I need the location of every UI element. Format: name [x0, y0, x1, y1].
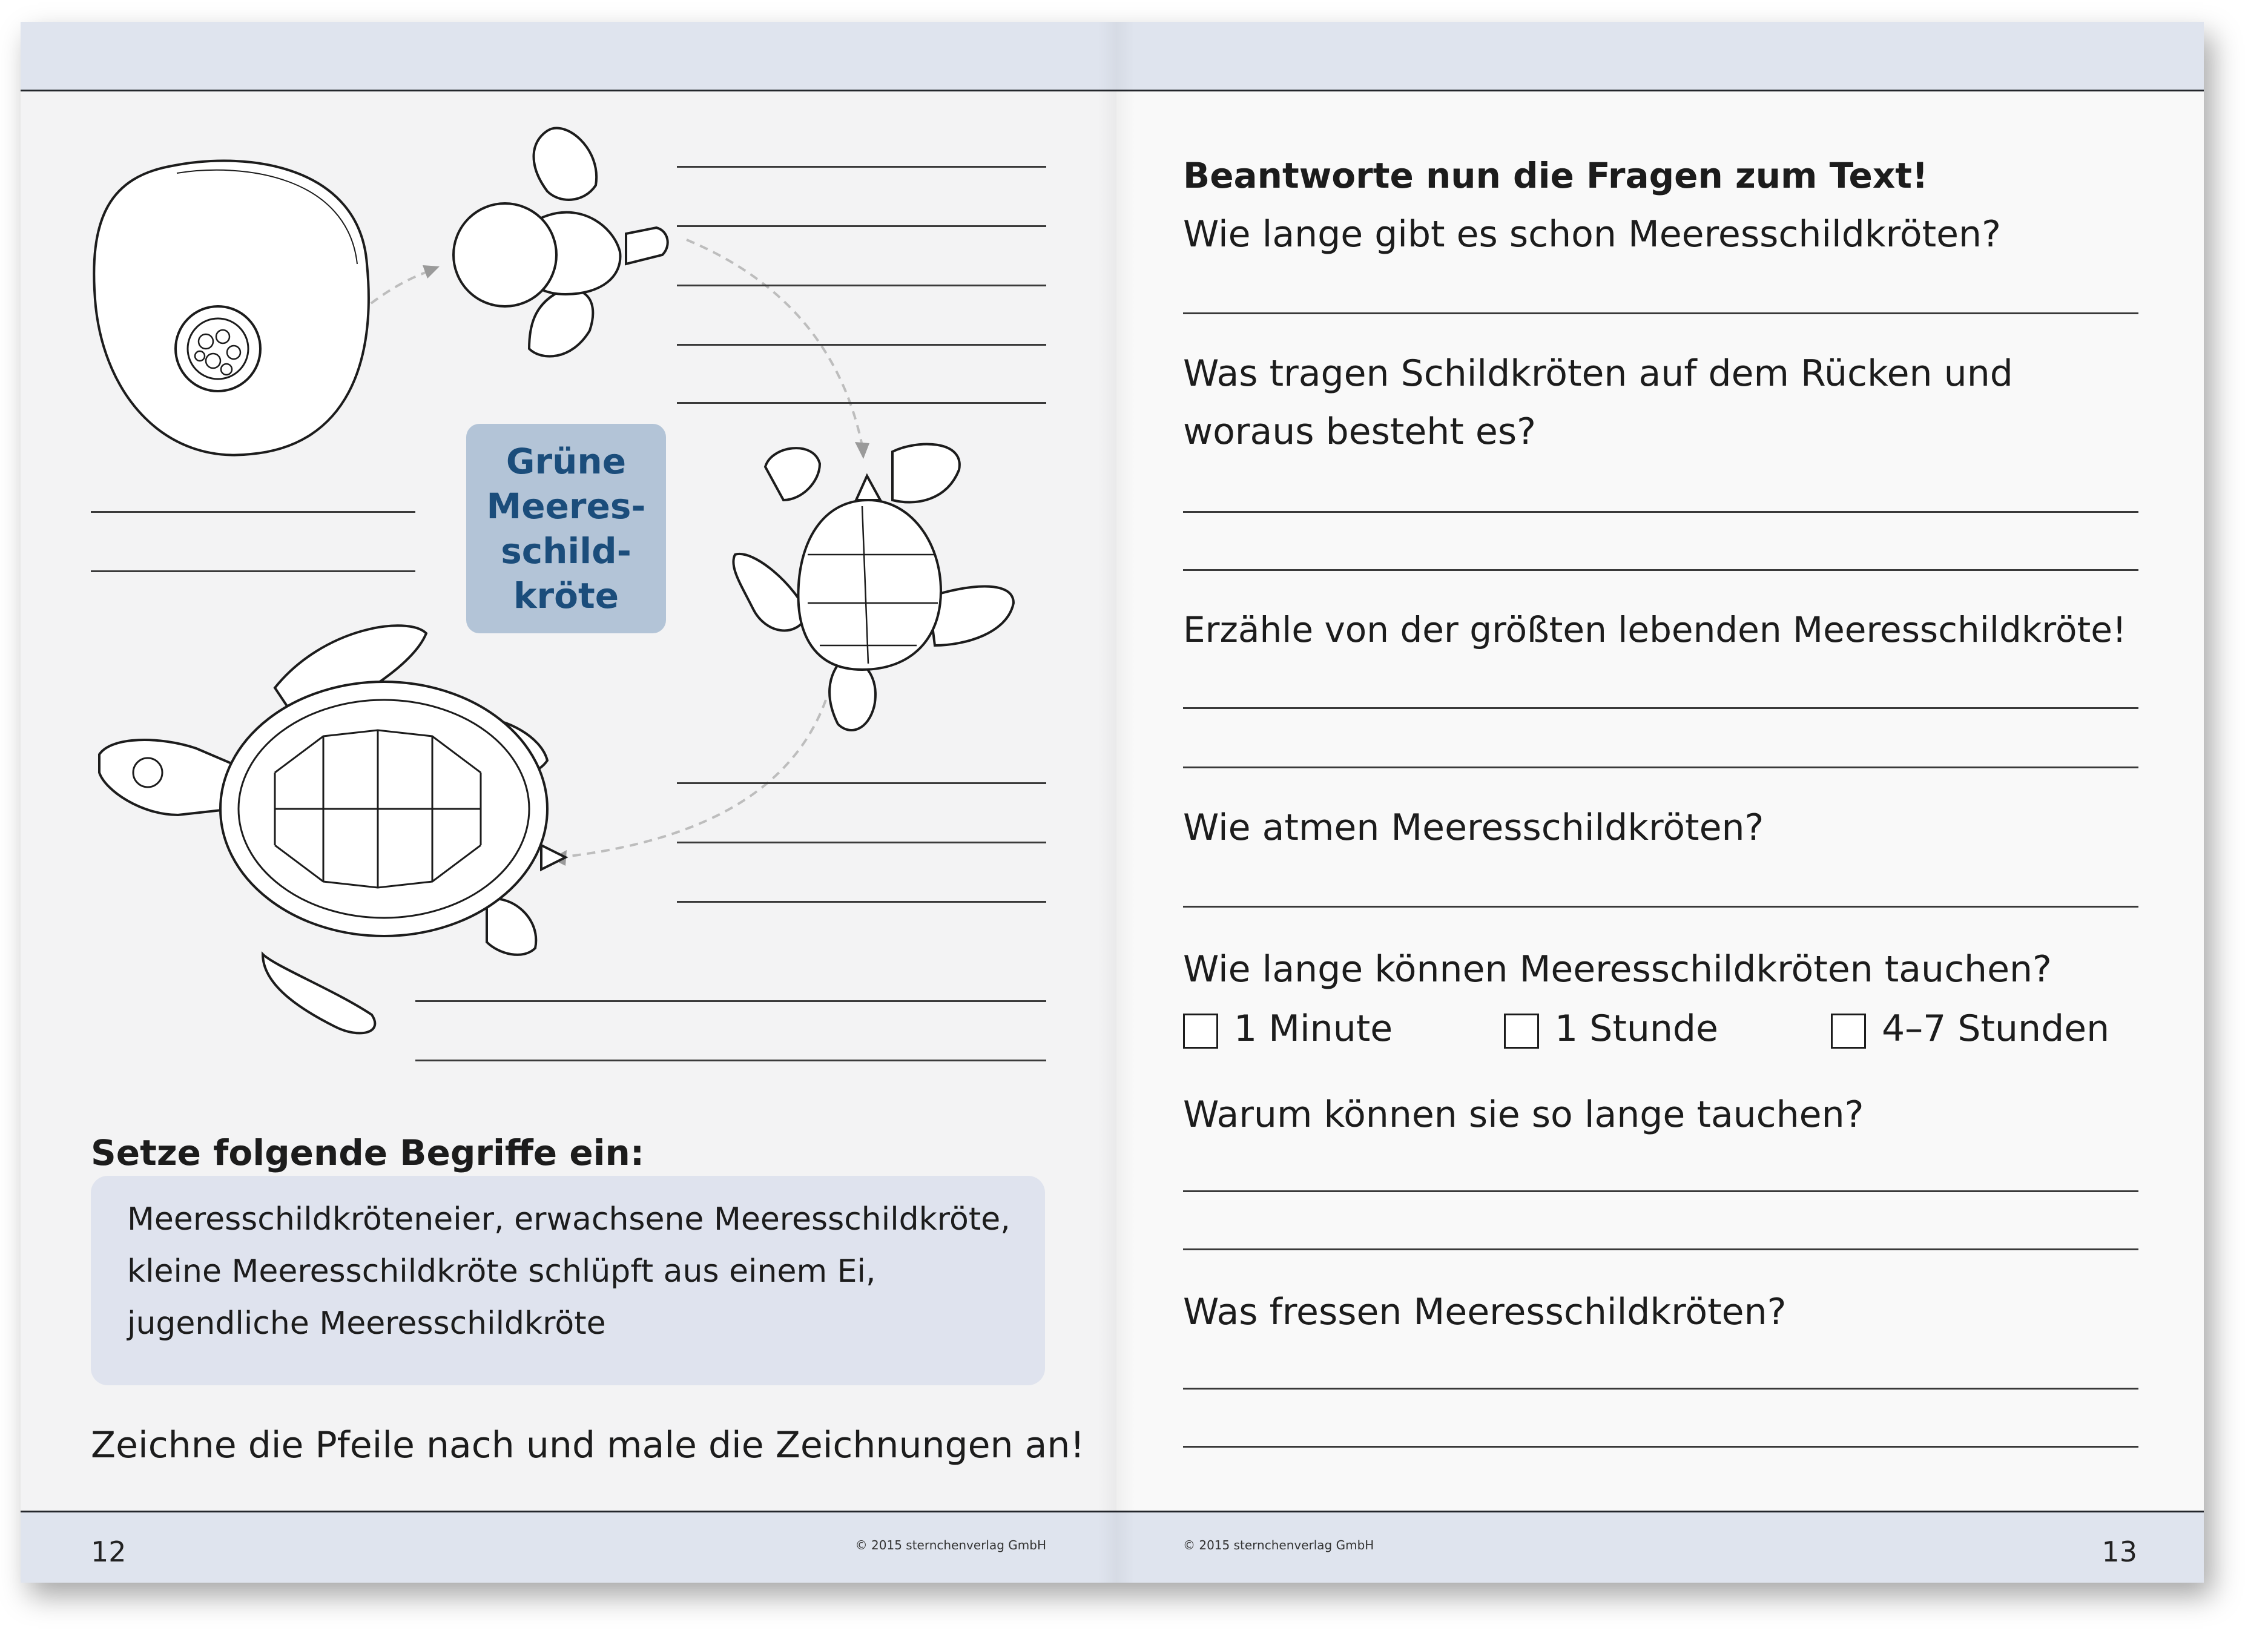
question-4: Wie atmen Meeresschildkröten?: [1183, 806, 1764, 849]
checkbox-icon[interactable]: [1183, 1014, 1218, 1049]
writing-line: [91, 570, 415, 572]
writing-line: [415, 1060, 1046, 1061]
questions-heading: Beantworte nun die Fragen zum Text!: [1183, 155, 1928, 196]
title-box: [466, 424, 666, 633]
left-page: [21, 22, 1116, 1583]
answer-line[interactable]: [1183, 1446, 2138, 1448]
writing-line: [677, 166, 1046, 168]
answer-line[interactable]: [1183, 511, 2138, 513]
drawing-instruction: Zeichne die Pfeile nach und male die Zeichnungen an!: [91, 1424, 1085, 1466]
book-spread: [21, 22, 2204, 1583]
option-4-7-stunden: 4–7 Stunden: [1882, 1007, 2110, 1050]
answer-line[interactable]: [1183, 312, 2138, 314]
writing-line: [677, 225, 1046, 227]
answer-line[interactable]: [1183, 1190, 2138, 1192]
checkbox-icon[interactable]: [1831, 1014, 1866, 1049]
page-number: 12: [91, 1535, 127, 1568]
question-6: Warum können sie so lange tauchen?: [1183, 1093, 1864, 1136]
answer-line[interactable]: [1183, 906, 2138, 908]
turtle-egg-icon: [94, 160, 369, 455]
answer-line[interactable]: [1183, 569, 2138, 571]
juvenile-turtle-icon: [733, 444, 1014, 730]
term-line: Meeresschildkröteneier, erwachsene Meeresschildkröte,: [127, 1201, 1010, 1238]
terms-box: [91, 1176, 1045, 1385]
answer-line[interactable]: [1183, 767, 2138, 768]
bottom-band: [21, 1511, 1116, 1583]
bottom-band: [1116, 1511, 2204, 1583]
copyright: © 2015 sternchenverlag GmbH: [1183, 1538, 1374, 1552]
answer-line[interactable]: [1183, 707, 2138, 709]
writing-line: [677, 782, 1046, 784]
question-2-line-1: Was tragen Schildkröten auf dem Rücken und: [1183, 352, 2013, 395]
term-line: kleine Meeresschildkröte schlüpft aus einem Ei,: [127, 1253, 876, 1290]
checkbox-icon[interactable]: [1504, 1014, 1539, 1049]
writing-line: [677, 285, 1046, 286]
writing-line: [677, 901, 1046, 903]
copyright: © 2015 sternchenverlag GmbH: [855, 1538, 1046, 1552]
title-label: Grüne Meeres- schild- kröte: [486, 441, 646, 616]
question-1: Wie lange gibt es schon Meeresschildkröten?: [1183, 213, 2001, 256]
adult-turtle-icon: [99, 625, 565, 1033]
writing-line: [91, 511, 415, 513]
question-5: Wie lange können Meeresschildkröten tauchen?: [1183, 948, 2052, 991]
book-gutter: [1098, 22, 1135, 1583]
writing-line: [677, 842, 1046, 843]
question-2-line-2: woraus besteht es?: [1183, 410, 1536, 453]
writing-line: [677, 344, 1046, 346]
right-page: [1116, 22, 2204, 1583]
answer-line[interactable]: [1183, 1388, 2138, 1390]
answer-line[interactable]: [1183, 1248, 2138, 1250]
option-1-stunde: 1 Stunde: [1555, 1007, 1718, 1050]
question-3: Erzähle von der größten lebenden Meeresschildkröte!: [1183, 609, 2127, 650]
term-line: jugendliche Meeresschildkröte: [127, 1305, 606, 1342]
question-7: Was fressen Meeresschildkröten?: [1183, 1291, 1787, 1333]
terms-instruction: Setze folgende Begriffe ein:: [91, 1132, 645, 1173]
option-1-minute: 1 Minute: [1234, 1007, 1393, 1050]
page-number: 13: [2102, 1535, 2137, 1568]
writing-line: [415, 1000, 1046, 1002]
writing-line: [677, 402, 1046, 404]
top-band: [1116, 22, 2204, 91]
hatchling-turtle-icon: [453, 128, 668, 357]
